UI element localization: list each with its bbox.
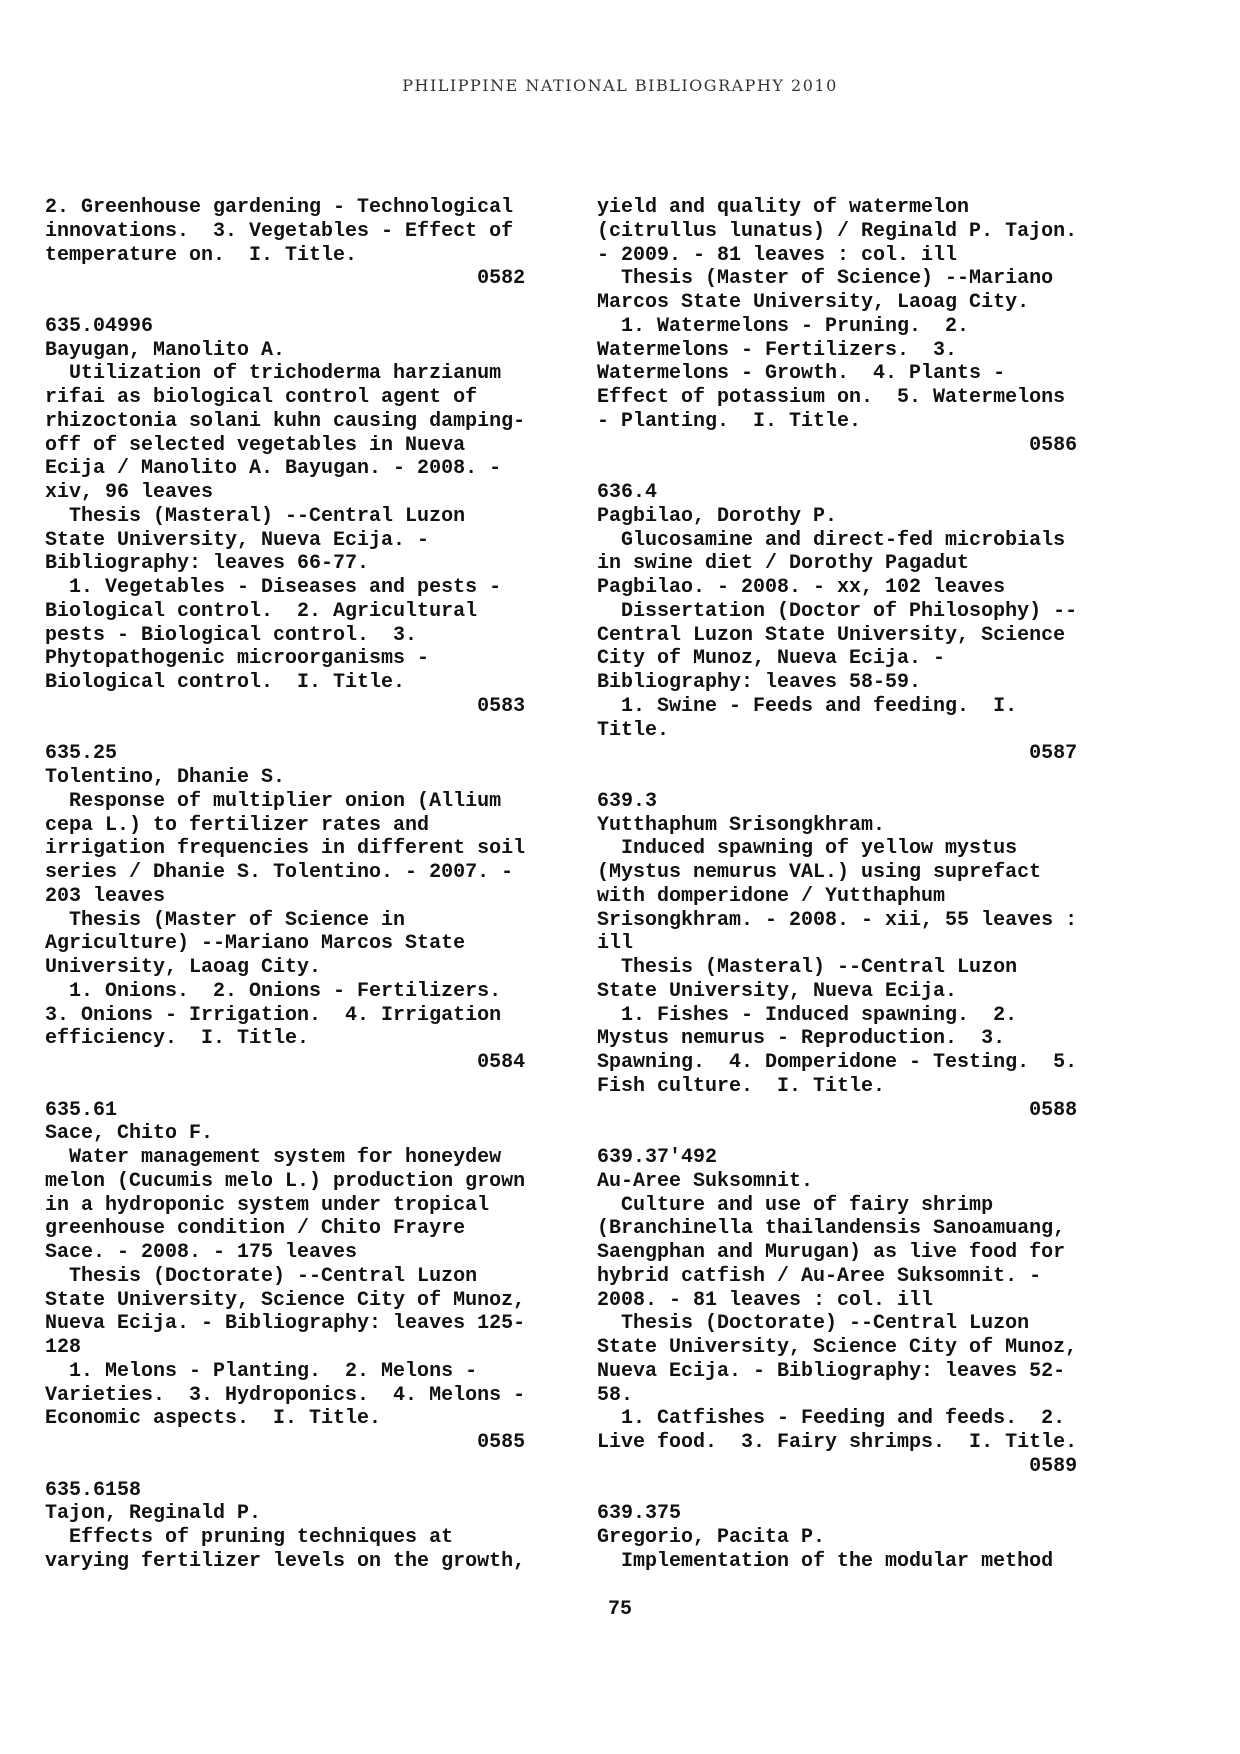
text-line: Induced spawning of yellow mystus — [597, 837, 1018, 861]
text-line: Thesis (Masteral) --Central Luzon — [597, 956, 1018, 979]
text-line: 3. Onions - Irrigation. 4. Irrigation — [45, 1003, 502, 1027]
text-line: Biological control. I. Title. — [45, 671, 406, 694]
text-line: innovations. 3. Vegetables - Effect of — [45, 219, 514, 243]
text-line: Live food. 3. Fairy shrimps. I. Title. — [597, 1431, 1078, 1454]
text-line: Thesis (Masteral) --Central Luzon — [45, 504, 466, 528]
text-line: Pagbilao, Dorothy P. — [597, 504, 838, 528]
text-line: Saengphan and Murugan) as live food for — [597, 1241, 1066, 1264]
text-line: Au-Aree Suksomnit. — [597, 1169, 814, 1193]
text-line: Watermelons - Fertilizers. 3. — [597, 338, 958, 362]
text-line: Thesis (Doctorate) --Central Luzon — [597, 1312, 1030, 1336]
text-line: off of selected vegetables in Nueva — [45, 433, 466, 457]
text-line: 1. Swine - Feeds and feeding. I. — [597, 694, 1018, 718]
text-line: melon (Cucumis melo L.) production grown — [45, 1169, 526, 1193]
text-line: Mystus nemurus - Reproduction. 3. — [597, 1027, 1006, 1051]
text-line: 635.6158 — [45, 1478, 142, 1502]
text-line: greenhouse condition / Chito Frayre — [45, 1217, 466, 1241]
text-line: Bibliography: leaves 66-77. — [45, 552, 370, 576]
text-line: 1. Vegetables - Diseases and pests - — [45, 576, 502, 599]
text-line: 2. Greenhouse gardening - Technological — [45, 196, 514, 219]
text-line: 128 — [45, 1336, 82, 1359]
entry-number: 0588 — [597, 1098, 1078, 1122]
text-line: Culture and use of fairy shrimp — [597, 1193, 994, 1217]
blank-line — [45, 1075, 545, 1099]
blank-line — [597, 1122, 1097, 1146]
text-line: 635.04996 — [45, 314, 154, 338]
text-line: Varieties. 3. Hydroponics. 4. Melons - — [45, 1383, 526, 1407]
text-line: (Mystus nemurus VAL.) using suprefact — [597, 861, 1042, 884]
text-line: State University, Nueva Ecija. - — [45, 528, 430, 552]
blank-line — [597, 457, 1097, 481]
text-line: University, Laoag City. — [45, 956, 322, 979]
blank-line — [45, 719, 545, 743]
text-line: ill — [597, 932, 634, 956]
text-line: City of Munoz, Nueva Ecija. - — [597, 647, 946, 671]
text-line: with domperidone / Yutthaphum — [597, 884, 946, 908]
text-line: pests - Biological control. 3. — [45, 623, 418, 647]
blank-line — [597, 766, 1097, 790]
text-line: Tolentino, Dhanie S. — [45, 766, 286, 789]
text-line: series / Dhanie S. Tolentino. - 2007. - — [45, 861, 514, 884]
text-line: 2008. - 81 leaves : col. ill — [597, 1288, 934, 1312]
text-line: efficiency. I. Title. — [45, 1027, 310, 1051]
text-line: (Branchinella thailandensis Sanoamuang, — [597, 1217, 1066, 1241]
text-line: State University, Science City of Munoz, — [45, 1288, 526, 1312]
text-line: Central Luzon State University, Science — [597, 623, 1066, 647]
text-line: State University, Science City of Munoz, — [597, 1336, 1078, 1359]
text-line: Nueva Ecija. - Bibliography: leaves 125- — [45, 1312, 526, 1336]
text-line: Implementation of the modular method — [597, 1549, 1054, 1573]
text-line: (citrullus lunatus) / Reginald P. Tajon. — [597, 219, 1078, 243]
text-line: Utilization of trichoderma harzianum — [45, 362, 502, 386]
text-line: Glucosamine and direct-fed microbials — [597, 528, 1066, 552]
page-number: 75 — [607, 1598, 632, 1621]
text-line: 635.61 — [45, 1098, 118, 1122]
text-line: Watermelons - Growth. 4. Plants - — [597, 362, 1006, 386]
left-text-column — [45, 196, 545, 1574]
text-line: Sace. - 2008. - 175 leaves — [45, 1241, 358, 1264]
text-line: Thesis (Master of Science in — [45, 908, 406, 932]
text-line: 1. Melons - Planting. 2. Melons - — [45, 1359, 478, 1383]
text-line: 58. — [597, 1383, 634, 1407]
text-line: 1. Onions. 2. Onions - Fertilizers. — [45, 979, 502, 1003]
text-line: rhizoctonia solani kuhn causing damping- — [45, 409, 526, 433]
text-line: - 2009. - 81 leaves : col. ill — [597, 243, 958, 267]
text-line: State University, Nueva Ecija. — [597, 979, 958, 1003]
text-line: cepa L.) to fertilizer rates and — [45, 813, 430, 837]
text-line: Economic aspects. I. Title. — [45, 1407, 382, 1431]
entry-number: 0582 — [45, 267, 526, 291]
text-line: Agriculture) --Mariano Marcos State — [45, 932, 466, 956]
entry-number: 0589 — [597, 1454, 1078, 1478]
text-line: temperature on. I. Title. — [45, 243, 358, 267]
entry-number: 0584 — [45, 1051, 526, 1074]
text-line: 639.375 — [597, 1502, 682, 1526]
text-line: Response of multiplier onion (Allium — [45, 789, 502, 813]
text-line: Water management system for honeydew — [45, 1146, 502, 1169]
text-line: Marcos State University, Laoag City. — [597, 291, 1030, 314]
entry-number: 0583 — [45, 694, 526, 718]
text-line: in a hydroponic system under tropical — [45, 1193, 490, 1217]
blank-line — [45, 1455, 545, 1479]
text-line: Title. — [597, 718, 670, 742]
text-line: Biological control. 2. Agricultural — [45, 599, 478, 623]
text-line: Fish culture. I. Title. — [597, 1074, 886, 1098]
text-line: 203 leaves — [45, 884, 166, 908]
blank-line — [45, 291, 545, 315]
entry-number: 0586 — [597, 433, 1078, 457]
right-text-column — [597, 196, 1097, 1574]
text-line: in swine diet / Dorothy Pagadut — [597, 552, 970, 576]
text-line: irrigation frequencies in different soil — [45, 837, 526, 861]
text-line: Effects of pruning techniques at — [45, 1526, 454, 1549]
text-line: - Planting. I. Title. — [597, 409, 862, 433]
text-line: xiv, 96 leaves — [45, 481, 214, 504]
text-line: Yutthaphum Srisongkhram. — [597, 813, 886, 837]
blank-line — [597, 1479, 1097, 1503]
entry-number: 0585 — [45, 1431, 526, 1454]
text-line: Tajon, Reginald P. — [45, 1502, 262, 1526]
text-line: 1. Catfishes - Feeding and feeds. 2. — [597, 1407, 1066, 1431]
text-line: Thesis (Doctorate) --Central Luzon — [45, 1264, 478, 1288]
text-line: yield and quality of watermelon — [597, 196, 970, 219]
text-line: Phytopathogenic microorganisms - — [45, 647, 430, 671]
text-line: Bayugan, Manolito A. — [45, 338, 286, 362]
text-line: Ecija / Manolito A. Bayugan. - 2008. - — [45, 457, 502, 481]
text-line: 1. Watermelons - Pruning. 2. — [597, 314, 970, 338]
text-line: hybrid catfish / Au-Aree Suksomnit. - — [597, 1264, 1042, 1288]
text-line: 636.4 — [597, 481, 658, 504]
text-line: Gregorio, Pacita P. — [597, 1526, 826, 1549]
text-line: Sace, Chito F. — [45, 1122, 214, 1146]
running-header: PHILIPPINE NATIONAL BIBLIOGRAPHY 2010 — [402, 76, 838, 95]
text-line: 639.37'492 — [597, 1146, 718, 1169]
text-line: Bibliography: leaves 58-59. — [597, 671, 922, 694]
text-line: Srisongkhram. - 2008. - xii, 55 leaves : — [597, 908, 1078, 932]
text-line: Thesis (Master of Science) --Mariano — [597, 267, 1054, 291]
text-line: rifai as biological control agent of — [45, 386, 478, 409]
text-line: Nueva Ecija. - Bibliography: leaves 52- — [597, 1359, 1066, 1383]
entry-number: 0587 — [597, 742, 1078, 766]
text-line: varying fertilizer levels on the growth, — [45, 1549, 526, 1573]
text-line: Pagbilao. - 2008. - xx, 102 leaves — [597, 576, 1006, 599]
text-line: Dissertation (Doctor of Philosophy) -- — [597, 599, 1078, 623]
text-line: Effect of potassium on. 5. Watermelons — [597, 386, 1066, 409]
text-line: 1. Fishes - Induced spawning. 2. — [597, 1003, 1018, 1027]
text-line: 639.3 — [597, 789, 658, 813]
text-line: Spawning. 4. Domperidone - Testing. 5. — [597, 1051, 1078, 1074]
text-line: 635.25 — [45, 742, 118, 766]
